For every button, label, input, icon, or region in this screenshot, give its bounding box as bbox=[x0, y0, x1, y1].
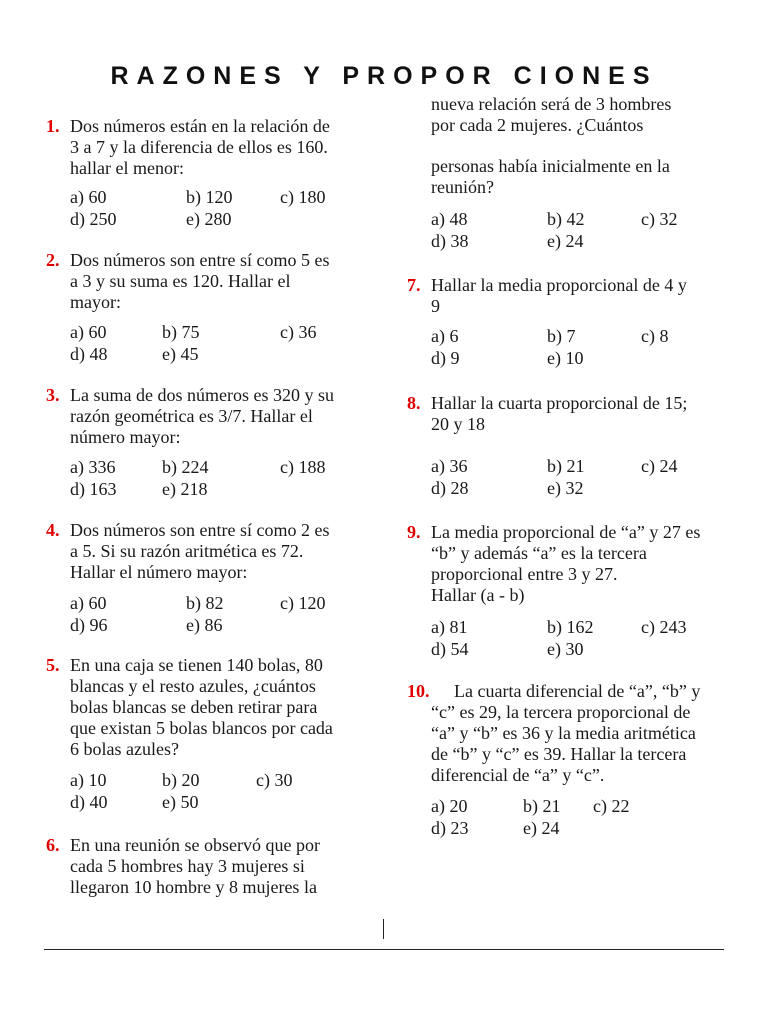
option-c: c) 30 bbox=[256, 770, 293, 790]
question-number: 6. bbox=[46, 835, 60, 855]
question-text-line: blancas y el resto azules, ¿cuántos bbox=[70, 676, 316, 696]
option-b: b) 7 bbox=[547, 326, 576, 346]
footer-divider bbox=[44, 949, 724, 950]
option-b: b) 224 bbox=[162, 457, 209, 477]
option-a: a) 10 bbox=[70, 770, 107, 790]
option-e: e) 50 bbox=[162, 792, 199, 812]
question-number: 4. bbox=[46, 520, 60, 540]
option-a: a) 20 bbox=[431, 796, 468, 816]
option-e: e) 280 bbox=[186, 209, 232, 229]
question-5 bbox=[46, 655, 360, 760]
option-e: e) 30 bbox=[547, 639, 584, 659]
question-text-line: La suma de dos números es 320 y su bbox=[70, 385, 334, 405]
question-4 bbox=[46, 520, 360, 583]
option-d: d) 28 bbox=[431, 478, 469, 498]
question-text-line: Hallar el número mayor: bbox=[70, 562, 248, 582]
question-text-line: 20 y 18 bbox=[431, 414, 485, 434]
option-c: c) 36 bbox=[280, 322, 317, 342]
question-number: 3. bbox=[46, 385, 60, 405]
option-c: c) 180 bbox=[280, 187, 326, 207]
question-text-line: personas había inicialmente en la bbox=[431, 156, 670, 176]
question-number: 5. bbox=[46, 655, 60, 675]
question-text-line: diferencial de “a” y “c”. bbox=[431, 765, 605, 785]
question-text-line: Hallar la media proporcional de 4 y bbox=[431, 275, 687, 295]
question-text-line: llegaron 10 hombre y 8 mujeres la bbox=[70, 877, 317, 897]
option-e: e) 10 bbox=[547, 348, 584, 368]
question-text-line: Dos números son entre sí como 2 es bbox=[70, 520, 330, 540]
question-text-line: Hallar (a - b) bbox=[431, 585, 525, 605]
option-d: d) 96 bbox=[70, 615, 108, 635]
question-text-line: a 5. Si su razón aritmética es 72. bbox=[70, 541, 304, 561]
question-number: 1. bbox=[46, 116, 60, 136]
question-text-line: mayor: bbox=[70, 292, 121, 312]
option-c: c) 22 bbox=[593, 796, 630, 816]
option-a: a) 336 bbox=[70, 457, 116, 477]
question-text-line: En una caja se tienen 140 bolas, 80 bbox=[70, 655, 323, 675]
question-text-line: bolas blancas se deben retirar para bbox=[70, 697, 318, 717]
option-c: c) 8 bbox=[641, 326, 669, 346]
question-text-line: de “b” y “c” es 39. Hallar la tercera bbox=[431, 744, 687, 764]
option-e: e) 24 bbox=[547, 231, 584, 251]
question-10 bbox=[407, 681, 721, 786]
question-text-line: En una reunión se observó que por bbox=[70, 835, 320, 855]
option-d: d) 23 bbox=[431, 818, 469, 838]
option-c: c) 120 bbox=[280, 593, 326, 613]
option-b: b) 162 bbox=[547, 617, 594, 637]
option-a: a) 6 bbox=[431, 326, 459, 346]
question-text-line: “c” es 29, la tercera proporcional de bbox=[431, 702, 691, 722]
question-text-line: “b” y además “a” es la tercera bbox=[431, 543, 647, 563]
option-e: e) 218 bbox=[162, 479, 208, 499]
option-c: c) 243 bbox=[641, 617, 687, 637]
option-a: a) 60 bbox=[70, 593, 107, 613]
question-text-line: Dos números son entre sí como 5 es bbox=[70, 250, 330, 270]
option-b: b) 82 bbox=[186, 593, 224, 613]
question-9 bbox=[407, 522, 721, 606]
question-number: 2. bbox=[46, 250, 60, 270]
question-text-line: Dos números están en la relación de bbox=[70, 116, 330, 136]
option-b: b) 21 bbox=[547, 456, 585, 476]
option-c: c) 24 bbox=[641, 456, 678, 476]
question-text-line: “a” y “b” es 36 y la media aritmética bbox=[431, 723, 696, 743]
question-text-line: 9 bbox=[431, 296, 440, 316]
question-number: 10. bbox=[407, 681, 430, 701]
question-2 bbox=[46, 250, 360, 313]
option-a: a) 36 bbox=[431, 456, 468, 476]
question-text-line: La media proporcional de “a” y 27 es bbox=[431, 522, 701, 542]
option-d: d) 9 bbox=[431, 348, 460, 368]
question-6 bbox=[46, 835, 360, 898]
option-b: b) 120 bbox=[186, 187, 233, 207]
question-text-line: Hallar la cuarta proporcional de 15; bbox=[431, 393, 688, 413]
page-title: RAZONES Y PROPOR CIONES bbox=[110, 62, 658, 90]
option-a: a) 81 bbox=[431, 617, 468, 637]
question-1 bbox=[46, 116, 360, 179]
option-a: a) 60 bbox=[70, 322, 107, 342]
option-d: d) 250 bbox=[70, 209, 117, 229]
option-d: d) 54 bbox=[431, 639, 469, 659]
question-text-line: La cuarta diferencial de “a”, “b” y bbox=[454, 681, 701, 701]
question-number: 8. bbox=[407, 393, 421, 413]
question-text-line: 6 bolas azules? bbox=[70, 739, 179, 759]
option-c: c) 188 bbox=[280, 457, 326, 477]
option-b: b) 20 bbox=[162, 770, 200, 790]
question-text-line: reunión? bbox=[431, 177, 494, 197]
question-text-line: proporcional entre 3 y 27. bbox=[431, 564, 618, 584]
question-7 bbox=[407, 275, 721, 317]
option-d: d) 38 bbox=[431, 231, 469, 251]
question-number: 7. bbox=[407, 275, 421, 295]
option-e: e) 24 bbox=[523, 818, 560, 838]
page-marker bbox=[383, 919, 384, 939]
question-text-line: cada 5 hombres hay 3 mujeres si bbox=[70, 856, 305, 876]
question-text-line: número mayor: bbox=[70, 427, 181, 447]
question-3 bbox=[46, 385, 360, 448]
option-b: b) 42 bbox=[547, 209, 585, 229]
option-d: d) 48 bbox=[70, 344, 108, 364]
question-text-line: razón geométrica es 3/7. Hallar el bbox=[70, 406, 313, 426]
option-e: e) 45 bbox=[162, 344, 199, 364]
question-text-line: que existan 5 bolas blancos por cada bbox=[70, 718, 333, 738]
question-8 bbox=[407, 393, 721, 435]
option-a: a) 48 bbox=[431, 209, 468, 229]
option-c: c) 32 bbox=[641, 209, 678, 229]
option-d: d) 40 bbox=[70, 792, 108, 812]
question-text-line: por cada 2 mujeres. ¿Cuántos bbox=[431, 115, 644, 135]
question-text-line: hallar el menor: bbox=[70, 158, 184, 178]
option-e: e) 86 bbox=[186, 615, 223, 635]
question-number: 9. bbox=[407, 522, 421, 542]
option-a: a) 60 bbox=[70, 187, 107, 207]
question-6-continuation bbox=[431, 94, 721, 198]
question-text-line: a 3 y su suma es 120. Hallar el bbox=[70, 271, 291, 291]
question-text-line: nueva relación será de 3 hombres bbox=[431, 94, 672, 114]
option-d: d) 163 bbox=[70, 479, 117, 499]
option-e: e) 32 bbox=[547, 478, 584, 498]
question-text-line: 3 a 7 y la diferencia de ellos es 160. bbox=[70, 137, 328, 157]
option-b: b) 21 bbox=[523, 796, 561, 816]
option-b: b) 75 bbox=[162, 322, 200, 342]
